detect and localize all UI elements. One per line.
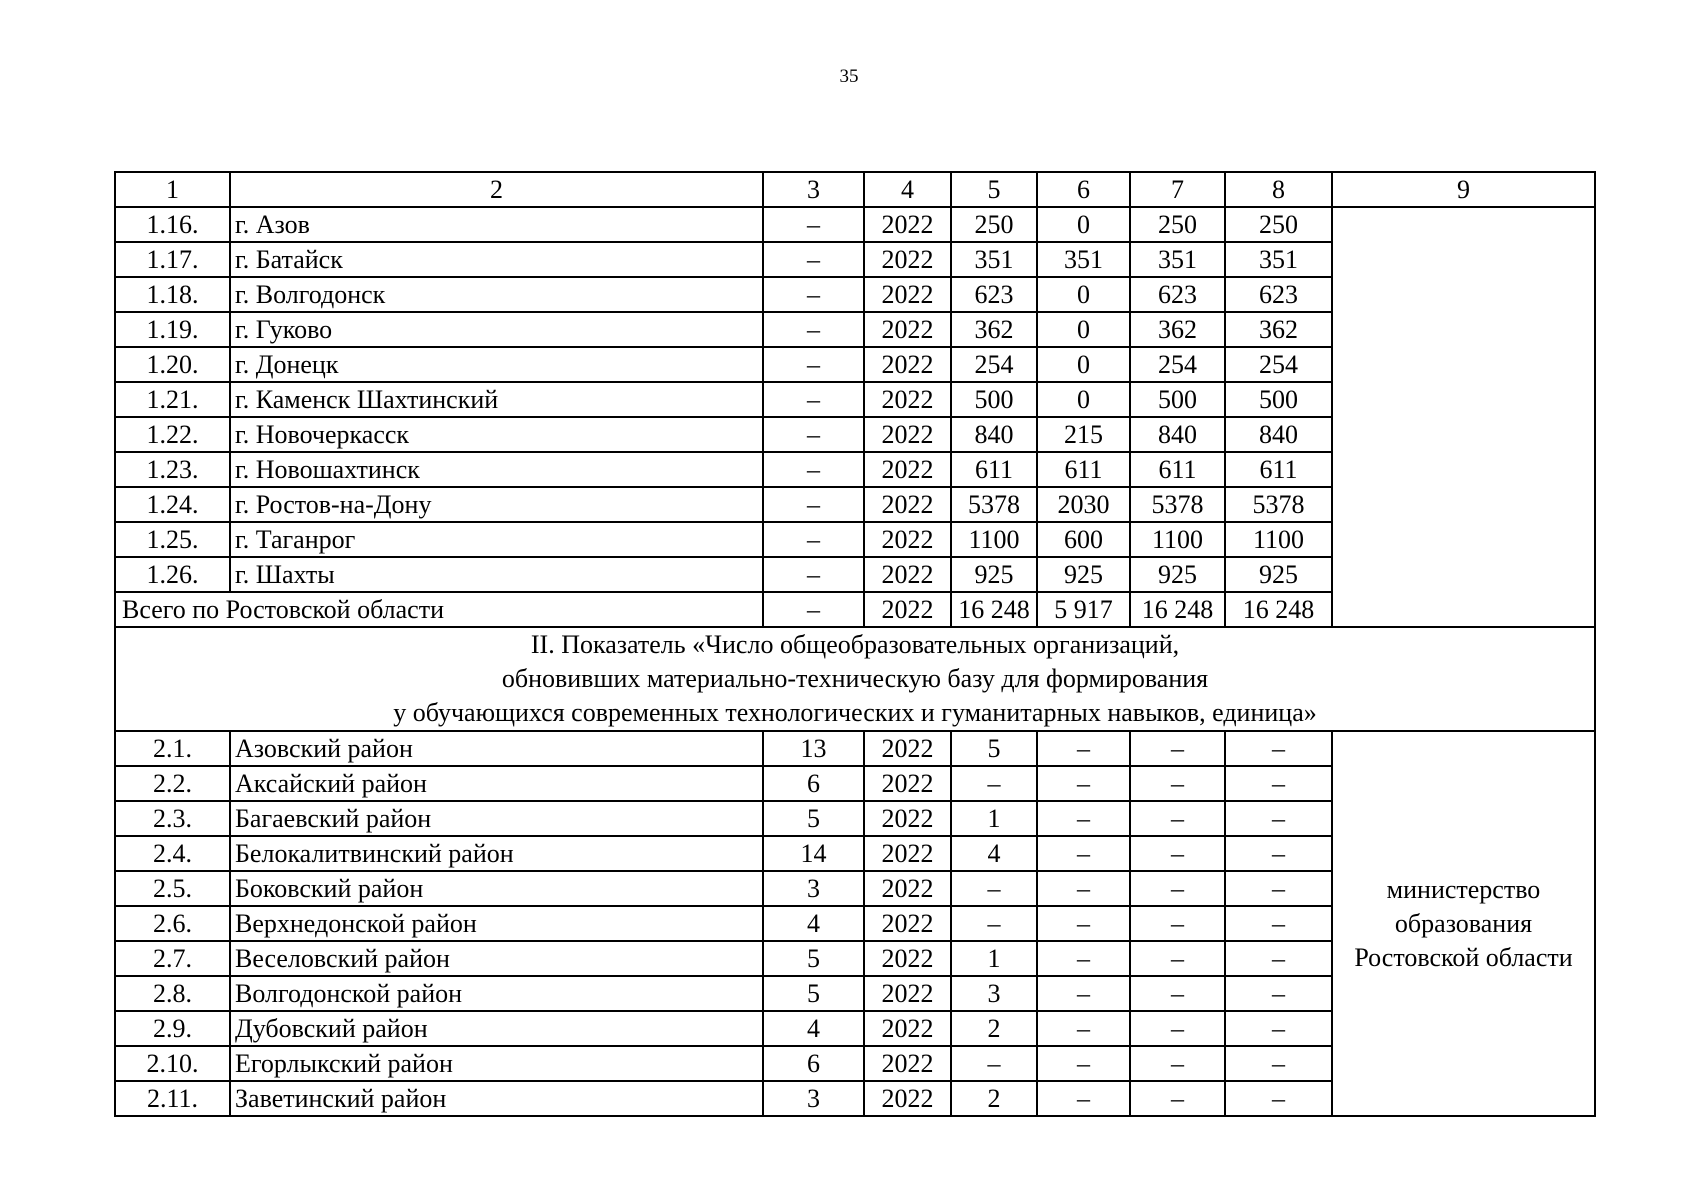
- value-cell: –: [1225, 1011, 1332, 1046]
- total-value: 16 248: [1225, 592, 1332, 627]
- header-cell: 5: [951, 172, 1037, 207]
- value-cell: 2022: [864, 207, 951, 242]
- value-cell: 2022: [864, 906, 951, 941]
- value-cell: 611: [1225, 452, 1332, 487]
- value-cell: 840: [1130, 417, 1225, 452]
- value-cell: 1100: [1225, 522, 1332, 557]
- value-cell: 2022: [864, 1011, 951, 1046]
- value-cell: –: [1225, 871, 1332, 906]
- value-cell: –: [763, 207, 864, 242]
- row-name: г. Ростов-на-Дону: [230, 487, 763, 522]
- value-cell: 5378: [1130, 487, 1225, 522]
- row-name: г. Новочеркасск: [230, 417, 763, 452]
- value-cell: 2022: [864, 312, 951, 347]
- value-cell: 623: [951, 277, 1037, 312]
- value-cell: 2022: [864, 557, 951, 592]
- value-cell: 254: [1225, 347, 1332, 382]
- value-cell: 4: [763, 1011, 864, 1046]
- value-cell: –: [1037, 801, 1130, 836]
- value-cell: –: [1225, 1046, 1332, 1081]
- row-name: г. Гуково: [230, 312, 763, 347]
- header-cell: 7: [1130, 172, 1225, 207]
- value-cell: –: [1130, 1046, 1225, 1081]
- section-title-line: II. Показатель «Число общеобразовательных организаций,: [530, 630, 1180, 659]
- row-name: Багаевский район: [230, 801, 763, 836]
- row-name: г. Шахты: [230, 557, 763, 592]
- row-number: 1.26.: [115, 557, 230, 592]
- value-cell: 1100: [1130, 522, 1225, 557]
- value-cell: 840: [951, 417, 1037, 452]
- total-label: Всего по Ростовской области: [115, 592, 763, 627]
- value-cell: –: [1225, 941, 1332, 976]
- value-cell: 250: [951, 207, 1037, 242]
- value-cell: 5: [763, 801, 864, 836]
- table-body: [115, 172, 1595, 1116]
- value-cell: 611: [1037, 452, 1130, 487]
- value-cell: –: [763, 487, 864, 522]
- value-cell: 254: [951, 347, 1037, 382]
- row-number: 2.5.: [115, 871, 230, 906]
- value-cell: 0: [1037, 277, 1130, 312]
- value-cell: 2022: [864, 731, 951, 766]
- value-cell: 2022: [864, 382, 951, 417]
- value-cell: 925: [951, 557, 1037, 592]
- row-number: 2.4.: [115, 836, 230, 871]
- value-cell: –: [763, 417, 864, 452]
- value-cell: –: [1130, 801, 1225, 836]
- header-cell: 2: [230, 172, 763, 207]
- value-cell: 2022: [864, 836, 951, 871]
- row-number: 1.21.: [115, 382, 230, 417]
- value-cell: 362: [951, 312, 1037, 347]
- value-cell: –: [1130, 731, 1225, 766]
- value-cell: 5378: [951, 487, 1037, 522]
- row-number: 2.11.: [115, 1081, 230, 1116]
- value-cell: 1100: [951, 522, 1037, 557]
- row-number: 1.16.: [115, 207, 230, 242]
- header-cell: 3: [763, 172, 864, 207]
- row-name: Азовский район: [230, 731, 763, 766]
- row-name: Белокалитвинский район: [230, 836, 763, 871]
- value-cell: 1: [951, 941, 1037, 976]
- value-cell: 2022: [864, 417, 951, 452]
- header-cell: 6: [1037, 172, 1130, 207]
- page-number: 35: [839, 66, 859, 87]
- value-cell: 2: [951, 1011, 1037, 1046]
- value-cell: 2022: [864, 871, 951, 906]
- value-cell: 5: [763, 941, 864, 976]
- row-name: г. Таганрог: [230, 522, 763, 557]
- row-number: 1.22.: [115, 417, 230, 452]
- value-cell: –: [763, 557, 864, 592]
- value-cell: 13: [763, 731, 864, 766]
- value-cell: 351: [1130, 242, 1225, 277]
- value-cell: –: [1225, 1081, 1332, 1116]
- indicators-table: [114, 171, 1596, 1117]
- value-cell: –: [1225, 766, 1332, 801]
- header-cell: 9: [1332, 172, 1595, 207]
- value-cell: –: [951, 871, 1037, 906]
- row-name: Егорлыкский район: [230, 1046, 763, 1081]
- header-cell: 8: [1225, 172, 1332, 207]
- row-name: Заветинский район: [230, 1081, 763, 1116]
- row-number: 2.6.: [115, 906, 230, 941]
- value-cell: –: [763, 277, 864, 312]
- total-value: 5 917: [1037, 592, 1130, 627]
- value-cell: 611: [951, 452, 1037, 487]
- value-cell: 2022: [864, 487, 951, 522]
- value-cell: –: [1037, 871, 1130, 906]
- value-cell: –: [1037, 976, 1130, 1011]
- value-cell: –: [763, 312, 864, 347]
- value-cell: 362: [1130, 312, 1225, 347]
- total-value: 2022: [864, 592, 951, 627]
- row-number: 1.25.: [115, 522, 230, 557]
- value-cell: 4: [763, 906, 864, 941]
- value-cell: 351: [1037, 242, 1130, 277]
- value-cell: 611: [1130, 452, 1225, 487]
- value-cell: –: [1037, 1081, 1130, 1116]
- value-cell: 500: [951, 382, 1037, 417]
- value-cell: 2022: [864, 1081, 951, 1116]
- header-row: [115, 172, 1595, 207]
- value-cell: 2022: [864, 277, 951, 312]
- value-cell: –: [763, 522, 864, 557]
- value-cell: 5378: [1225, 487, 1332, 522]
- row-number: 1.19.: [115, 312, 230, 347]
- value-cell: 925: [1130, 557, 1225, 592]
- value-cell: 362: [1225, 312, 1332, 347]
- value-cell: 3: [763, 1081, 864, 1116]
- row-number: 2.8.: [115, 976, 230, 1011]
- row-name: г. Батайск: [230, 242, 763, 277]
- value-cell: 3: [951, 976, 1037, 1011]
- value-cell: –: [763, 452, 864, 487]
- value-cell: –: [951, 1046, 1037, 1081]
- value-cell: 0: [1037, 312, 1130, 347]
- value-cell: –: [763, 242, 864, 277]
- value-cell: 0: [1037, 207, 1130, 242]
- total-value: –: [763, 592, 864, 627]
- row-name: г. Каменск Шахтинский: [230, 382, 763, 417]
- total-value: 16 248: [1130, 592, 1225, 627]
- section-title: [115, 627, 1595, 731]
- value-cell: 1: [951, 801, 1037, 836]
- responsible-line: министерство: [1386, 874, 1541, 904]
- value-cell: –: [1225, 836, 1332, 871]
- value-cell: –: [763, 347, 864, 382]
- value-cell: 250: [1130, 207, 1225, 242]
- value-cell: –: [1130, 836, 1225, 871]
- responsible-organization: [1332, 731, 1595, 1116]
- row-name: Дубовский район: [230, 1011, 763, 1046]
- value-cell: 14: [763, 836, 864, 871]
- table-row: [115, 207, 1595, 242]
- value-cell: –: [1037, 1011, 1130, 1046]
- value-cell: 500: [1225, 382, 1332, 417]
- value-cell: –: [1037, 836, 1130, 871]
- value-cell: 215: [1037, 417, 1130, 452]
- value-cell: –: [1037, 731, 1130, 766]
- value-cell: –: [1130, 976, 1225, 1011]
- value-cell: 351: [951, 242, 1037, 277]
- row-number: 1.24.: [115, 487, 230, 522]
- value-cell: 2022: [864, 941, 951, 976]
- value-cell: 2022: [864, 242, 951, 277]
- row-name: Верхнедонской район: [230, 906, 763, 941]
- total-value: 16 248: [951, 592, 1037, 627]
- value-cell: –: [1037, 941, 1130, 976]
- value-cell: 2022: [864, 976, 951, 1011]
- value-cell: 5: [951, 731, 1037, 766]
- responsible-line: образования: [1394, 908, 1533, 938]
- value-cell: –: [1130, 906, 1225, 941]
- value-cell: 623: [1225, 277, 1332, 312]
- row-name: Аксайский район: [230, 766, 763, 801]
- section-header-row: [115, 627, 1595, 731]
- value-cell: 5: [763, 976, 864, 1011]
- value-cell: 925: [1225, 557, 1332, 592]
- row-name: Боковский район: [230, 871, 763, 906]
- value-cell: 2: [951, 1081, 1037, 1116]
- value-cell: –: [1225, 906, 1332, 941]
- value-cell: 6: [763, 766, 864, 801]
- table-row: [115, 731, 1595, 766]
- value-cell: 250: [1225, 207, 1332, 242]
- value-cell: 0: [1037, 382, 1130, 417]
- value-cell: –: [1037, 906, 1130, 941]
- value-cell: 623: [1130, 277, 1225, 312]
- value-cell: –: [951, 766, 1037, 801]
- value-cell: 0: [1037, 347, 1130, 382]
- responsible-cell-empty: [1332, 207, 1595, 627]
- value-cell: –: [1225, 731, 1332, 766]
- value-cell: –: [1225, 801, 1332, 836]
- value-cell: 500: [1130, 382, 1225, 417]
- row-number: 2.7.: [115, 941, 230, 976]
- section-title-line: обновивших материально-техническую базу для формирования: [501, 664, 1209, 693]
- row-number: 2.10.: [115, 1046, 230, 1081]
- value-cell: 2022: [864, 347, 951, 382]
- value-cell: 254: [1130, 347, 1225, 382]
- value-cell: 2022: [864, 522, 951, 557]
- row-number: 2.9.: [115, 1011, 230, 1046]
- value-cell: –: [1130, 871, 1225, 906]
- value-cell: 925: [1037, 557, 1130, 592]
- row-name: г. Донецк: [230, 347, 763, 382]
- value-cell: –: [763, 382, 864, 417]
- value-cell: –: [951, 906, 1037, 941]
- value-cell: –: [1225, 976, 1332, 1011]
- row-name: г. Новошахтинск: [230, 452, 763, 487]
- value-cell: 2030: [1037, 487, 1130, 522]
- row-name: Волгодонской район: [230, 976, 763, 1011]
- row-name: г. Волгодонск: [230, 277, 763, 312]
- header-cell: 1: [115, 172, 230, 207]
- row-name: Веселовский район: [230, 941, 763, 976]
- value-cell: 2022: [864, 452, 951, 487]
- row-number: 1.23.: [115, 452, 230, 487]
- row-number: 1.17.: [115, 242, 230, 277]
- value-cell: –: [1130, 941, 1225, 976]
- row-name: г. Азов: [230, 207, 763, 242]
- value-cell: 2022: [864, 801, 951, 836]
- row-number: 2.2.: [115, 766, 230, 801]
- value-cell: 2022: [864, 766, 951, 801]
- value-cell: 351: [1225, 242, 1332, 277]
- value-cell: –: [1130, 1011, 1225, 1046]
- row-number: 2.1.: [115, 731, 230, 766]
- value-cell: 2022: [864, 1046, 951, 1081]
- value-cell: –: [1130, 766, 1225, 801]
- row-number: 1.18.: [115, 277, 230, 312]
- value-cell: –: [1037, 1046, 1130, 1081]
- section-title-line: у обучающихся современных технологических и гуманитарных навыков, единица»: [393, 698, 1317, 727]
- row-number: 2.3.: [115, 801, 230, 836]
- row-number: 1.20.: [115, 347, 230, 382]
- value-cell: –: [1130, 1081, 1225, 1116]
- value-cell: 600: [1037, 522, 1130, 557]
- value-cell: 3: [763, 871, 864, 906]
- value-cell: 840: [1225, 417, 1332, 452]
- value-cell: 4: [951, 836, 1037, 871]
- header-cell: 4: [864, 172, 951, 207]
- value-cell: 6: [763, 1046, 864, 1081]
- responsible-line: Ростовской области: [1354, 942, 1573, 972]
- value-cell: –: [1037, 766, 1130, 801]
